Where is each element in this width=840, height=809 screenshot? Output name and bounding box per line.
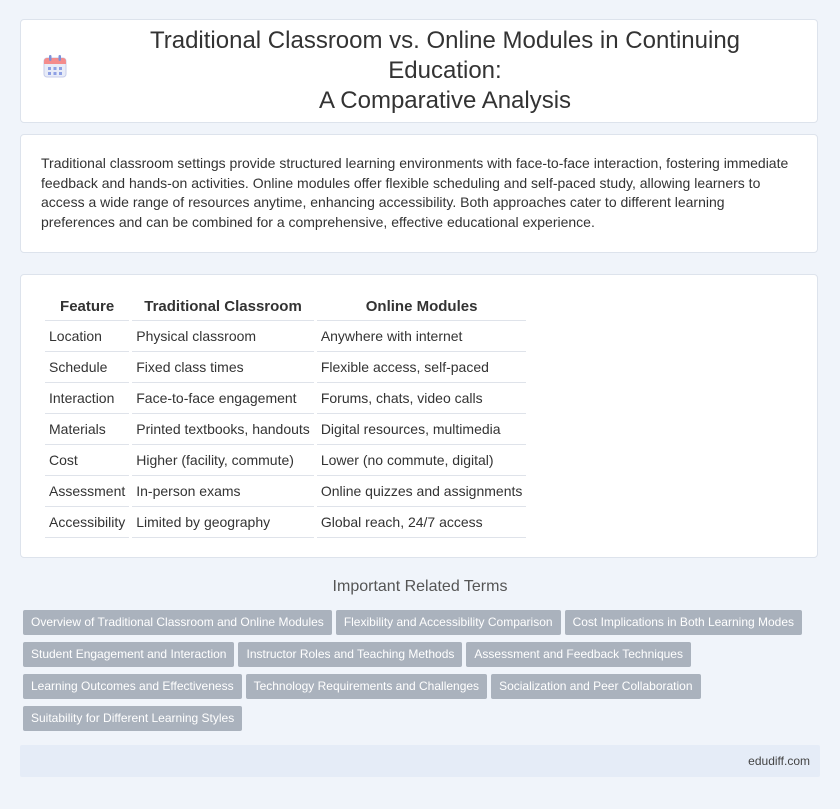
table-cell-feature: Cost <box>45 445 129 476</box>
related-terms-tags <box>23 610 823 738</box>
table-cell-feature: Interaction <box>45 383 129 414</box>
table-cell-online: Lower (no commute, digital) <box>317 445 527 476</box>
table-header-online: Online Modules <box>317 297 527 321</box>
table-cell-feature: Accessibility <box>45 507 129 538</box>
table-cell-online: Forums, chats, video calls <box>317 383 527 414</box>
related-term-tag[interactable]: Technology Requirements and Challenges <box>246 674 487 699</box>
intro-card <box>20 134 818 253</box>
page-title <box>93 26 797 116</box>
table-row <box>45 414 526 445</box>
table-cell-online: Anywhere with internet <box>317 321 527 352</box>
footer <box>20 745 820 777</box>
related-term-tag[interactable]: Socialization and Peer Collaboration <box>491 674 700 699</box>
comparison-table <box>42 297 529 538</box>
page-title-line1: Traditional Classroom vs. Online Modules in Continuing Education: <box>149 27 741 84</box>
related-term-tag[interactable]: Suitability for Different Learning Styles <box>23 706 242 731</box>
related-term-tag[interactable]: Flexibility and Accessibility Comparison <box>336 610 561 635</box>
table-cell-traditional: Higher (facility, commute) <box>132 445 314 476</box>
table-cell-traditional: Fixed class times <box>132 352 314 383</box>
page-title-line2: A Comparative Analysis <box>318 87 572 114</box>
related-term-tag[interactable]: Overview of Traditional Classroom and Online Modules <box>23 610 332 635</box>
title-card <box>20 19 818 123</box>
table-cell-online: Flexible access, self-paced <box>317 352 527 383</box>
footer-brand[interactable]: edudiff.com <box>748 754 810 768</box>
table-cell-feature: Assessment <box>45 476 129 507</box>
related-term-tag[interactable]: Student Engagement and Interaction <box>23 642 234 667</box>
related-terms-heading: Important Related Terms <box>332 578 508 595</box>
table-cell-online: Digital resources, multimedia <box>317 414 527 445</box>
table-cell-online: Online quizzes and assignments <box>317 476 527 507</box>
table-row <box>45 321 526 352</box>
related-term-tag[interactable]: Assessment and Feedback Techniques <box>466 642 691 667</box>
table-header-traditional: Traditional Classroom <box>132 297 314 321</box>
table-cell-feature: Location <box>45 321 129 352</box>
table-cell-feature: Materials <box>45 414 129 445</box>
table-header-row <box>45 297 526 321</box>
table-row <box>45 352 526 383</box>
table-cell-online: Global reach, 24/7 access <box>317 507 527 538</box>
table-row <box>45 383 526 414</box>
calendar-icon <box>41 52 69 80</box>
related-term-tag[interactable]: Learning Outcomes and Effectiveness <box>23 674 242 699</box>
table-cell-traditional: Physical classroom <box>132 321 314 352</box>
table-cell-traditional: Limited by geography <box>132 507 314 538</box>
table-cell-traditional: In-person exams <box>132 476 314 507</box>
table-row <box>45 507 526 538</box>
related-term-tag[interactable]: Instructor Roles and Teaching Methods <box>238 642 462 667</box>
related-term-tag[interactable]: Cost Implications in Both Learning Modes <box>565 610 802 635</box>
table-cell-feature: Schedule <box>45 352 129 383</box>
intro-text: Traditional classroom settings provide structured learning environments with face-to-face interaction, fostering immediate feedback and hands-on activities. Online modules offer flexible scheduling and self-paced study, allowing learners to access a wide range of resources anytime, enhancing accessibility. Both approaches cater to different learning preferences and can be combined for a comprehensive, effective educational experience. <box>41 155 789 230</box>
title-wrap <box>21 26 817 116</box>
table-row <box>45 476 526 507</box>
table-header-feature: Feature <box>45 297 129 321</box>
comparison-table-card <box>20 274 818 558</box>
table-row <box>45 445 526 476</box>
table-cell-traditional: Face-to-face engagement <box>132 383 314 414</box>
table-cell-traditional: Printed textbooks, handouts <box>132 414 314 445</box>
